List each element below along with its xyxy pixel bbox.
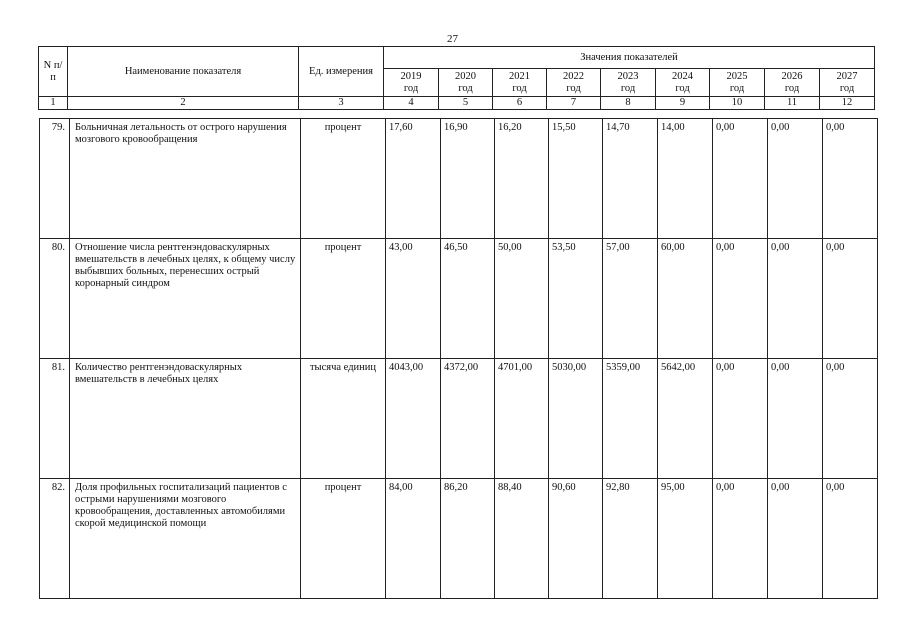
header-year [547,69,601,97]
value-cell: 14,70 [603,119,658,239]
value-cell: 0,00 [768,239,823,359]
header-year-word: год [403,82,419,94]
value-cell: 0,00 [823,239,878,359]
header-year [493,69,547,97]
row-number: 79. [40,119,70,239]
value-cell: 0,00 [713,119,768,239]
row-number: 81. [40,359,70,479]
data-table [39,118,878,599]
column-number: 10 [710,97,765,110]
value-cell: 0,00 [823,479,878,599]
header-year-word: год [729,82,745,94]
value-cell: 0,00 [713,359,768,479]
column-number: 2 [68,97,299,110]
value-cell: 4701,00 [495,359,549,479]
value-cell: 95,00 [658,479,713,599]
header-year-value: 2027 [836,70,858,82]
column-number: 9 [656,97,710,110]
header-values: Значения показателей [384,47,875,69]
page-number: 27 [447,33,458,45]
table-row [40,479,878,599]
header-year-value: 2025 [726,70,748,82]
header-year-value: 2020 [455,70,476,82]
value-cell: 5359,00 [603,359,658,479]
header-name: Наименование показателя [68,47,299,97]
value-cell: 16,20 [495,119,549,239]
column-number: 6 [493,97,547,110]
row-number: 80. [40,239,70,359]
header-year [820,69,875,97]
value-cell: 4043,00 [386,359,441,479]
indicator-name: Отношение числа рентгенэндоваскулярных вмешательств в лечебных целях, к общему числу выбывших больных, перенесших острый коронарный синдром [70,239,301,359]
column-number: 12 [820,97,875,110]
header-year [384,69,439,97]
header-year [765,69,820,97]
header-year [439,69,493,97]
value-cell: 0,00 [713,479,768,599]
header-year [601,69,656,97]
header-year-word: год [512,82,527,94]
value-cell: 0,00 [823,359,878,479]
unit-cell: процент [301,479,386,599]
header-year-value: 2026 [781,70,803,82]
value-cell: 0,00 [768,359,823,479]
column-number: 8 [601,97,656,110]
unit-cell: процент [301,119,386,239]
header-year-value: 2023 [617,70,639,82]
value-cell: 50,00 [495,239,549,359]
header-year [710,69,765,97]
column-number: 4 [384,97,439,110]
header-year-word: год [784,82,800,94]
table-row [40,359,878,479]
header-unit: Ед. измерения [299,47,384,97]
header-year-value: 2024 [672,70,693,82]
indicator-name: Больничная летальность от острого нарушения мозгового кровообращения [70,119,301,239]
value-cell: 5030,00 [549,359,603,479]
value-cell: 46,50 [441,239,495,359]
header-year-value: 2022 [563,70,584,82]
value-cell: 0,00 [713,239,768,359]
value-cell: 0,00 [768,479,823,599]
header-year-word: год [839,82,855,94]
header-num: N п/п [39,47,68,97]
value-cell: 15,50 [549,119,603,239]
value-cell: 43,00 [386,239,441,359]
header-year-word: год [620,82,636,94]
table-row [40,239,878,359]
value-cell: 88,40 [495,479,549,599]
value-cell: 92,80 [603,479,658,599]
header-year-word: год [566,82,581,94]
value-cell: 84,00 [386,479,441,599]
value-cell: 5642,00 [658,359,713,479]
value-cell: 0,00 [823,119,878,239]
table-row [40,119,878,239]
column-number: 5 [439,97,493,110]
indicator-name: Доля профильных госпитализаций пациентов с острыми нарушениями мозгового кровообращения, доставленных автомобилями скорой медицинской помощи [70,479,301,599]
column-number: 3 [299,97,384,110]
header-year [656,69,710,97]
column-number: 1 [39,97,68,110]
unit-cell: процент [301,239,386,359]
indicator-name: Количество рентгенэндоваскулярных вмешательств в лечебных целях [70,359,301,479]
value-cell: 17,60 [386,119,441,239]
value-cell: 0,00 [768,119,823,239]
header-year-word: год [675,82,690,94]
unit-cell: тысяча единиц [301,359,386,479]
header-year-value: 2019 [400,70,422,82]
column-number: 7 [547,97,601,110]
table-header [38,46,875,110]
value-cell: 57,00 [603,239,658,359]
value-cell: 14,00 [658,119,713,239]
header-year-value: 2021 [509,70,530,82]
value-cell: 90,60 [549,479,603,599]
value-cell: 53,50 [549,239,603,359]
value-cell: 4372,00 [441,359,495,479]
value-cell: 16,90 [441,119,495,239]
header-year-word: год [458,82,473,94]
value-cell: 86,20 [441,479,495,599]
value-cell: 60,00 [658,239,713,359]
row-number: 82. [40,479,70,599]
column-number: 11 [765,97,820,110]
